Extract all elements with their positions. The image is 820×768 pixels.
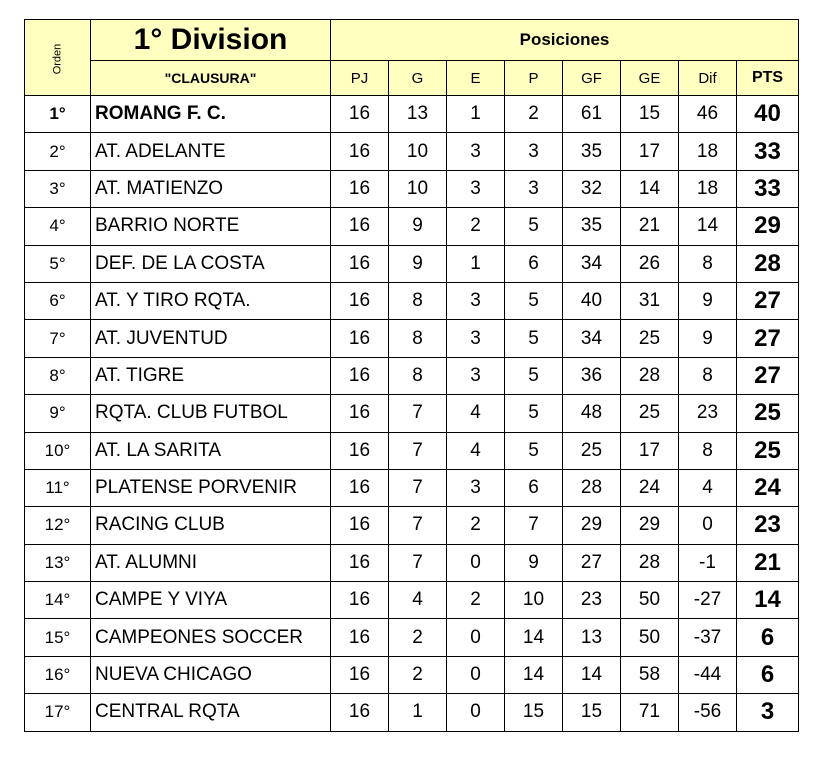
team-name-cell: CAMPE Y VIYA (91, 582, 331, 619)
drawn-cell: 3 (447, 320, 505, 357)
rank-cell: 7° (25, 320, 91, 357)
won-cell: 7 (389, 395, 447, 432)
goal-difference-cell: 8 (679, 245, 737, 282)
goals-for-cell: 25 (563, 432, 621, 469)
goals-against-cell: 24 (621, 469, 679, 506)
table-row (25, 619, 799, 656)
goal-difference-cell: 18 (679, 170, 737, 207)
orden-label: Orden (51, 43, 64, 74)
team-name-cell: CENTRAL RQTA (91, 694, 331, 731)
played-cell: 16 (331, 395, 389, 432)
played-cell: 16 (331, 282, 389, 319)
goals-for-cell: 34 (563, 245, 621, 282)
played-cell: 16 (331, 544, 389, 581)
rank-cell: 2° (25, 133, 91, 170)
team-name-cell: AT. ADELANTE (91, 133, 331, 170)
lost-cell: 3 (505, 133, 563, 170)
lost-cell: 6 (505, 245, 563, 282)
goal-difference-cell: 23 (679, 395, 737, 432)
won-cell: 9 (389, 245, 447, 282)
table-row (25, 208, 799, 245)
lost-cell: 5 (505, 320, 563, 357)
goals-for-cell: 61 (563, 96, 621, 133)
played-cell: 16 (331, 432, 389, 469)
lost-cell: 2 (505, 96, 563, 133)
won-cell: 7 (389, 432, 447, 469)
points-cell: 25 (737, 395, 799, 432)
column-header-ge: GE (621, 61, 679, 96)
lost-cell: 5 (505, 282, 563, 319)
played-cell: 16 (331, 133, 389, 170)
lost-cell: 5 (505, 395, 563, 432)
played-cell: 16 (331, 582, 389, 619)
goals-against-cell: 15 (621, 96, 679, 133)
column-header-pj: PJ (331, 61, 389, 96)
drawn-cell: 1 (447, 96, 505, 133)
rank-cell: 9° (25, 395, 91, 432)
goals-for-cell: 13 (563, 619, 621, 656)
table-row (25, 544, 799, 581)
table-row (25, 469, 799, 506)
table-row (25, 96, 799, 133)
goals-for-cell: 35 (563, 208, 621, 245)
table-row (25, 320, 799, 357)
rank-cell: 1° (25, 96, 91, 133)
goal-difference-cell: -27 (679, 582, 737, 619)
won-cell: 8 (389, 357, 447, 394)
points-cell: 6 (737, 656, 799, 693)
points-cell: 27 (737, 320, 799, 357)
goal-difference-cell: -44 (679, 656, 737, 693)
team-name-cell: AT. TIGRE (91, 357, 331, 394)
lost-cell: 10 (505, 582, 563, 619)
goals-for-cell: 35 (563, 133, 621, 170)
won-cell: 2 (389, 656, 447, 693)
goal-difference-cell: -1 (679, 544, 737, 581)
won-cell: 8 (389, 282, 447, 319)
division-title: 1° Division (91, 20, 331, 61)
column-header-g: G (389, 61, 447, 96)
won-cell: 8 (389, 320, 447, 357)
table-row (25, 282, 799, 319)
column-header-pts: PTS (737, 61, 799, 96)
won-cell: 10 (389, 170, 447, 207)
drawn-cell: 0 (447, 544, 505, 581)
column-header-p: P (505, 61, 563, 96)
points-cell: 27 (737, 282, 799, 319)
goals-against-cell: 17 (621, 432, 679, 469)
lost-cell: 7 (505, 507, 563, 544)
goals-against-cell: 21 (621, 208, 679, 245)
team-name-cell: AT. Y TIRO RQTA. (91, 282, 331, 319)
points-cell: 21 (737, 544, 799, 581)
won-cell: 4 (389, 582, 447, 619)
goals-for-cell: 23 (563, 582, 621, 619)
drawn-cell: 3 (447, 357, 505, 394)
lost-cell: 15 (505, 694, 563, 731)
rank-cell: 17° (25, 694, 91, 731)
won-cell: 13 (389, 96, 447, 133)
played-cell: 16 (331, 170, 389, 207)
played-cell: 16 (331, 96, 389, 133)
rank-cell: 5° (25, 245, 91, 282)
played-cell: 16 (331, 357, 389, 394)
team-name-cell: RACING CLUB (91, 507, 331, 544)
goals-against-cell: 50 (621, 619, 679, 656)
team-name-cell: AT. MATIENZO (91, 170, 331, 207)
drawn-cell: 0 (447, 619, 505, 656)
goal-difference-cell: 8 (679, 432, 737, 469)
points-cell: 40 (737, 96, 799, 133)
drawn-cell: 4 (447, 432, 505, 469)
standings-body (25, 96, 799, 732)
goals-against-cell: 50 (621, 582, 679, 619)
won-cell: 7 (389, 544, 447, 581)
rank-cell: 6° (25, 282, 91, 319)
goal-difference-cell: 14 (679, 208, 737, 245)
goals-against-cell: 28 (621, 544, 679, 581)
played-cell: 16 (331, 245, 389, 282)
goals-against-cell: 26 (621, 245, 679, 282)
team-name-cell: RQTA. CLUB FUTBOL (91, 395, 331, 432)
team-name-cell: PLATENSE PORVENIR (91, 469, 331, 506)
team-name-cell: CAMPEONES SOCCER (91, 619, 331, 656)
played-cell: 16 (331, 320, 389, 357)
won-cell: 7 (389, 469, 447, 506)
rank-cell: 13° (25, 544, 91, 581)
drawn-cell: 3 (447, 282, 505, 319)
goal-difference-cell: 4 (679, 469, 737, 506)
rank-cell: 12° (25, 507, 91, 544)
rank-cell: 11° (25, 469, 91, 506)
played-cell: 16 (331, 619, 389, 656)
drawn-cell: 4 (447, 395, 505, 432)
points-cell: 3 (737, 694, 799, 731)
goals-against-cell: 17 (621, 133, 679, 170)
table-row (25, 395, 799, 432)
won-cell: 7 (389, 507, 447, 544)
won-cell: 1 (389, 694, 447, 731)
goals-for-cell: 36 (563, 357, 621, 394)
team-name-cell: AT. ALUMNI (91, 544, 331, 581)
goal-difference-cell: 46 (679, 96, 737, 133)
points-cell: 25 (737, 432, 799, 469)
drawn-cell: 2 (447, 208, 505, 245)
drawn-cell: 3 (447, 469, 505, 506)
drawn-cell: 2 (447, 582, 505, 619)
goal-difference-cell: -37 (679, 619, 737, 656)
table-row (25, 432, 799, 469)
goals-for-cell: 48 (563, 395, 621, 432)
table-row (25, 245, 799, 282)
goals-for-cell: 34 (563, 320, 621, 357)
rank-cell: 15° (25, 619, 91, 656)
goal-difference-cell: 9 (679, 320, 737, 357)
points-cell: 6 (737, 619, 799, 656)
lost-cell: 6 (505, 469, 563, 506)
goals-against-cell: 28 (621, 357, 679, 394)
played-cell: 16 (331, 507, 389, 544)
goal-difference-cell: 8 (679, 357, 737, 394)
goals-against-cell: 29 (621, 507, 679, 544)
won-cell: 9 (389, 208, 447, 245)
positions-header: Posiciones (331, 20, 799, 61)
goal-difference-cell: -56 (679, 694, 737, 731)
played-cell: 16 (331, 694, 389, 731)
table-row (25, 694, 799, 731)
won-cell: 2 (389, 619, 447, 656)
table-row (25, 357, 799, 394)
team-name-cell: AT. JUVENTUD (91, 320, 331, 357)
points-cell: 33 (737, 133, 799, 170)
drawn-cell: 1 (447, 245, 505, 282)
goals-against-cell: 25 (621, 320, 679, 357)
played-cell: 16 (331, 208, 389, 245)
orden-header (25, 20, 91, 96)
goals-for-cell: 15 (563, 694, 621, 731)
rank-cell: 16° (25, 656, 91, 693)
column-header-dif: Dif (679, 61, 737, 96)
goals-for-cell: 27 (563, 544, 621, 581)
team-name-cell: NUEVA CHICAGO (91, 656, 331, 693)
rank-cell: 4° (25, 208, 91, 245)
goal-difference-cell: 9 (679, 282, 737, 319)
lost-cell: 14 (505, 619, 563, 656)
goals-against-cell: 31 (621, 282, 679, 319)
drawn-cell: 2 (447, 507, 505, 544)
goals-against-cell: 14 (621, 170, 679, 207)
rank-cell: 14° (25, 582, 91, 619)
lost-cell: 9 (505, 544, 563, 581)
lost-cell: 14 (505, 656, 563, 693)
points-cell: 23 (737, 507, 799, 544)
rank-cell: 3° (25, 170, 91, 207)
team-name-cell: BARRIO NORTE (91, 208, 331, 245)
goals-for-cell: 14 (563, 656, 621, 693)
table-row (25, 507, 799, 544)
goals-for-cell: 28 (563, 469, 621, 506)
table-row (25, 170, 799, 207)
points-cell: 24 (737, 469, 799, 506)
lost-cell: 5 (505, 208, 563, 245)
played-cell: 16 (331, 469, 389, 506)
lost-cell: 5 (505, 357, 563, 394)
goals-against-cell: 25 (621, 395, 679, 432)
team-name-cell: AT. LA SARITA (91, 432, 331, 469)
table-row (25, 133, 799, 170)
tournament-subtitle: "CLAUSURA" (91, 61, 331, 96)
goals-against-cell: 71 (621, 694, 679, 731)
table-row (25, 656, 799, 693)
goals-for-cell: 29 (563, 507, 621, 544)
standings-table (24, 19, 799, 732)
team-name-cell: DEF. DE LA COSTA (91, 245, 331, 282)
column-header-gf: GF (563, 61, 621, 96)
drawn-cell: 3 (447, 133, 505, 170)
lost-cell: 5 (505, 432, 563, 469)
column-header-e: E (447, 61, 505, 96)
points-cell: 14 (737, 582, 799, 619)
table-row (25, 582, 799, 619)
won-cell: 10 (389, 133, 447, 170)
drawn-cell: 3 (447, 170, 505, 207)
points-cell: 28 (737, 245, 799, 282)
rank-cell: 8° (25, 357, 91, 394)
goal-difference-cell: 18 (679, 133, 737, 170)
drawn-cell: 0 (447, 656, 505, 693)
drawn-cell: 0 (447, 694, 505, 731)
rank-cell: 10° (25, 432, 91, 469)
goals-against-cell: 58 (621, 656, 679, 693)
points-cell: 27 (737, 357, 799, 394)
team-name-cell: ROMANG F. C. (91, 96, 331, 133)
points-cell: 33 (737, 170, 799, 207)
goal-difference-cell: 0 (679, 507, 737, 544)
goals-for-cell: 40 (563, 282, 621, 319)
goals-for-cell: 32 (563, 170, 621, 207)
points-cell: 29 (737, 208, 799, 245)
lost-cell: 3 (505, 170, 563, 207)
played-cell: 16 (331, 656, 389, 693)
